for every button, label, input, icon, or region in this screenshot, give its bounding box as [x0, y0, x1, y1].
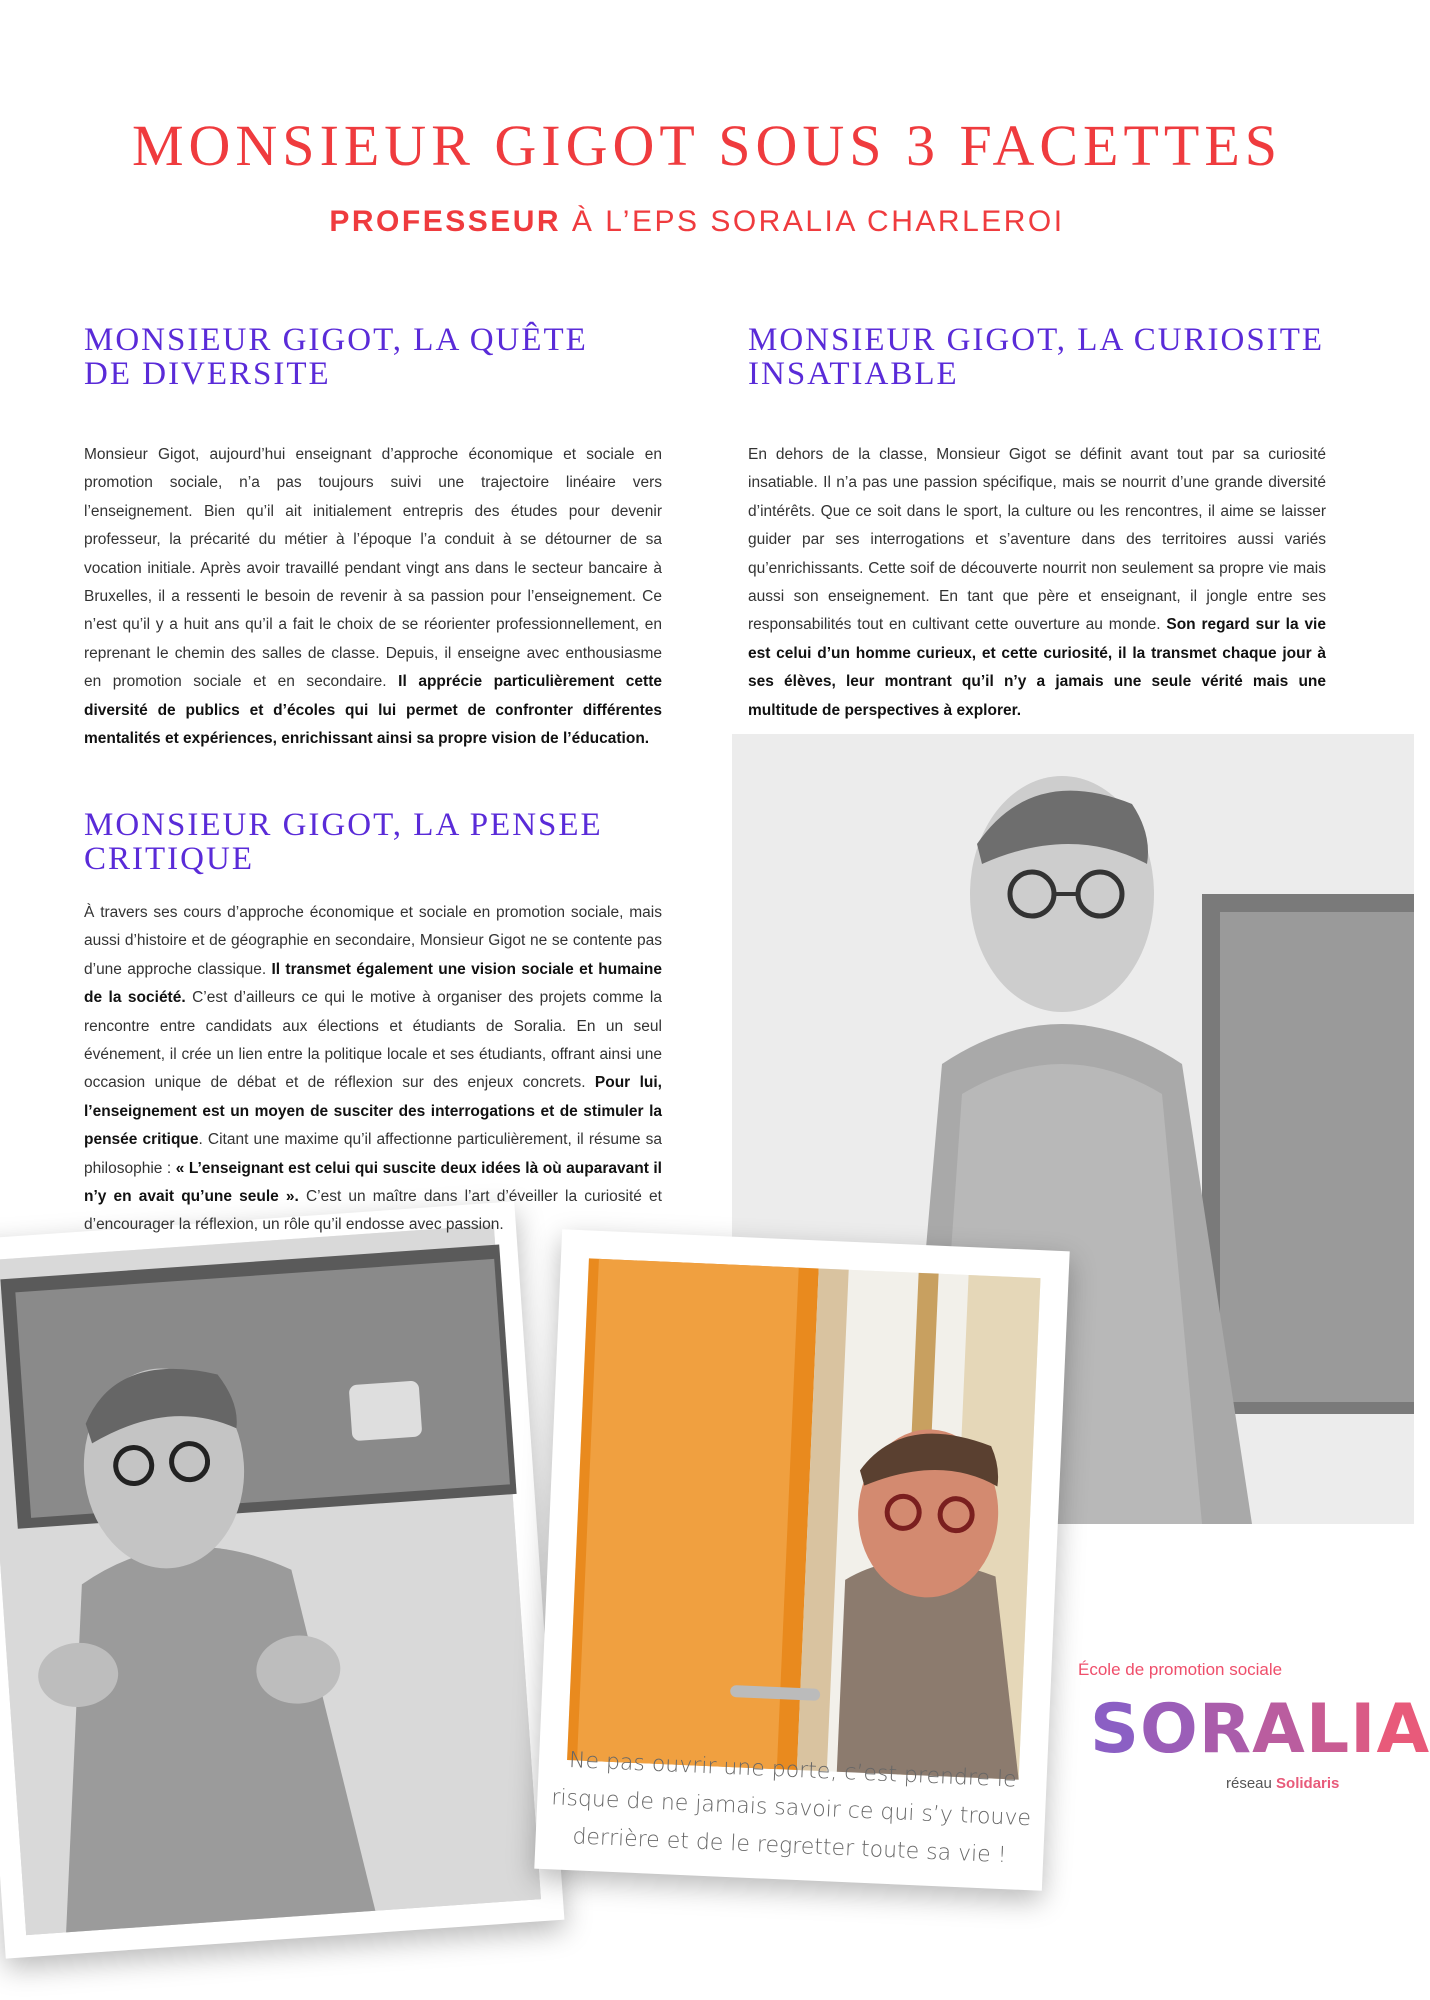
page-subtitle [0, 205, 1394, 239]
subtitle-school: À L’EPS SORALIA CHARLEROI [561, 205, 1065, 238]
heading-pensee: MONSIEUR GIGOT, LA PENSEE CRITIQUE [84, 807, 603, 877]
soralia-logo-letter: S [1090, 1690, 1140, 1769]
paragraph-pensee-text-4: C’est un maître dans l’art d’éveiller la curiosité et d’encourager la réflexion, un rôle qu’il endosse avec passion. [84, 1188, 662, 1234]
heading-curiosite: MONSIEUR GIGOT, LA CURIOSITE INSATIABLE [748, 322, 1325, 392]
page-title: MONSIEUR GIGOT SOUS 3 FACETTES [131, 113, 1283, 178]
heading-diversite: MONSIEUR GIGOT, LA QUÊTE DE DIVERSITE [84, 322, 588, 392]
polaroid-caption: Ne pas ouvrir une porte, c’est prendre le risque de ne jamais savoir ce qui s’y trouve derrière et de le regretter toute sa vie ! [550, 1748, 1032, 1869]
logo-tagline: École de promotion sociale [1078, 1660, 1283, 1679]
paragraph-pensee-text-3: . Citant une maxime qu’il affectionne particulièrement, il résume sa philosophie : [84, 1131, 662, 1177]
soralia-logo-letter: O [1139, 1690, 1199, 1769]
logo-network [1226, 1775, 1339, 1792]
logo-network-prefix: réseau [1226, 1775, 1277, 1792]
soralia-logo-letter: L [1305, 1690, 1351, 1769]
photo-teacher-speaking-image [0, 1225, 541, 1935]
paragraph-curiosite-text: En dehors de la classe, Monsieur Gigot se définit avant tout par sa curiosité insatiable. Il n’a pas une passion spécifique, mais se nourrit d’une grande diversité d’intérêts. Que ce soit dans le sport, la culture ou les rencontres, il aime se laisser guider par ses interrogations et s’aventure dans des territoires aussi variés qu’enrichissants. Cette soif de découverte nourrit non seulement sa propre vie mais aussi son enseignement. En tant que père et enseignant, il jongle entre ses responsabilités tout en cultivant cette ouverture au monde. [748, 446, 1326, 634]
paragraph-pensee-bold-1: Il transmet également une vision sociale et humaine de la société. [84, 960, 662, 1007]
paragraph-diversite-text: Monsieur Gigot, aujourd’hui enseignant d’approche économique et sociale en promotion sociale, n’a pas toujours suivi une trajectoire linéaire vers l’enseignement. Bien qu’il ait initialement entrepris des études pour devenir professeur, la précarité du métier à l’époque l’a conduit à se détourner de sa vocation initiale. Après avoir travaillé pendant vingt ans dans le secteur bancaire à Bruxelles, il a ressenti le besoin de revenir à sa passion pour l’enseignement. Ce n’est qu’il y a huit ans qu’il a fait le choix de se réorienter professionnellement, en reprenant le chemin des salles de classe. Depuis, il enseigne avec enthousiasme en promotion sociale et en secondaire. [84, 446, 662, 691]
paragraph-pensee [84, 899, 662, 1240]
paragraph-curiosite [748, 441, 1326, 725]
logo-network-brand: Solidaris [1276, 1775, 1340, 1792]
paragraph-pensee-text-1: À travers ses cours d’approche économique et sociale en promotion sociale, mais aussi d’histoire et de géographie en secondaire, Monsieur Gigot ne se contente pas d’une approche classique. [84, 904, 662, 978]
soralia-logo-letter: A [1252, 1690, 1306, 1769]
soralia-logo-word [1090, 1690, 1430, 1769]
paragraph-pensee-bold-3: « L’enseignant est celui qui suscite deux idées là où auparavant il n’y en avait qu’une seule ». [84, 1159, 662, 1206]
paragraph-diversite [84, 441, 662, 753]
subtitle-role: PROFESSEUR [329, 205, 562, 238]
polaroid-door-image [567, 1258, 1040, 1779]
soralia-logo [1090, 1690, 1430, 1769]
polaroid-door-inner [567, 1258, 1040, 1779]
paragraph-pensee-bold-2: Pour lui, l’enseignement est un moyen de susciter des interrogations et de stimuler la pensée critique [84, 1074, 662, 1149]
paragraph-curiosite-bold: Son regard sur la vie est celui d’un homme curieux, et cette curiosité, il la transmet chaque jour à ses élèves, leur montrant qu’il n’y a jamais une seule vérité mais une multitude de perspectives à explorer. [748, 616, 1326, 719]
soralia-logo-letter: R [1198, 1690, 1253, 1769]
paragraph-diversite-bold: Il apprécie particulièrement cette diversité de publics et d’écoles qui lui permet de confronter différentes mentalités et expériences, enrichissant ainsi sa propre vision de l’éducation. [84, 673, 662, 748]
soralia-logo-letter: A [1376, 1690, 1430, 1769]
soralia-logo-letter: I [1350, 1690, 1377, 1769]
photo-teacher-speaking-inner [0, 1225, 541, 1935]
paragraph-pensee-text-2: C’est d’ailleurs ce qui le motive à organiser des projets comme la rencontre entre candidats aux élections et étudiants de Soralia. En un seul événement, il crée un lien entre la politique locale et ses étudiants, offrant ainsi une occasion unique de débat et de réflexion sur des enjeux concrets. [84, 989, 662, 1092]
photo-teacher-speaking [0, 1201, 564, 1958]
polaroid-door-photo [534, 1229, 1069, 1891]
